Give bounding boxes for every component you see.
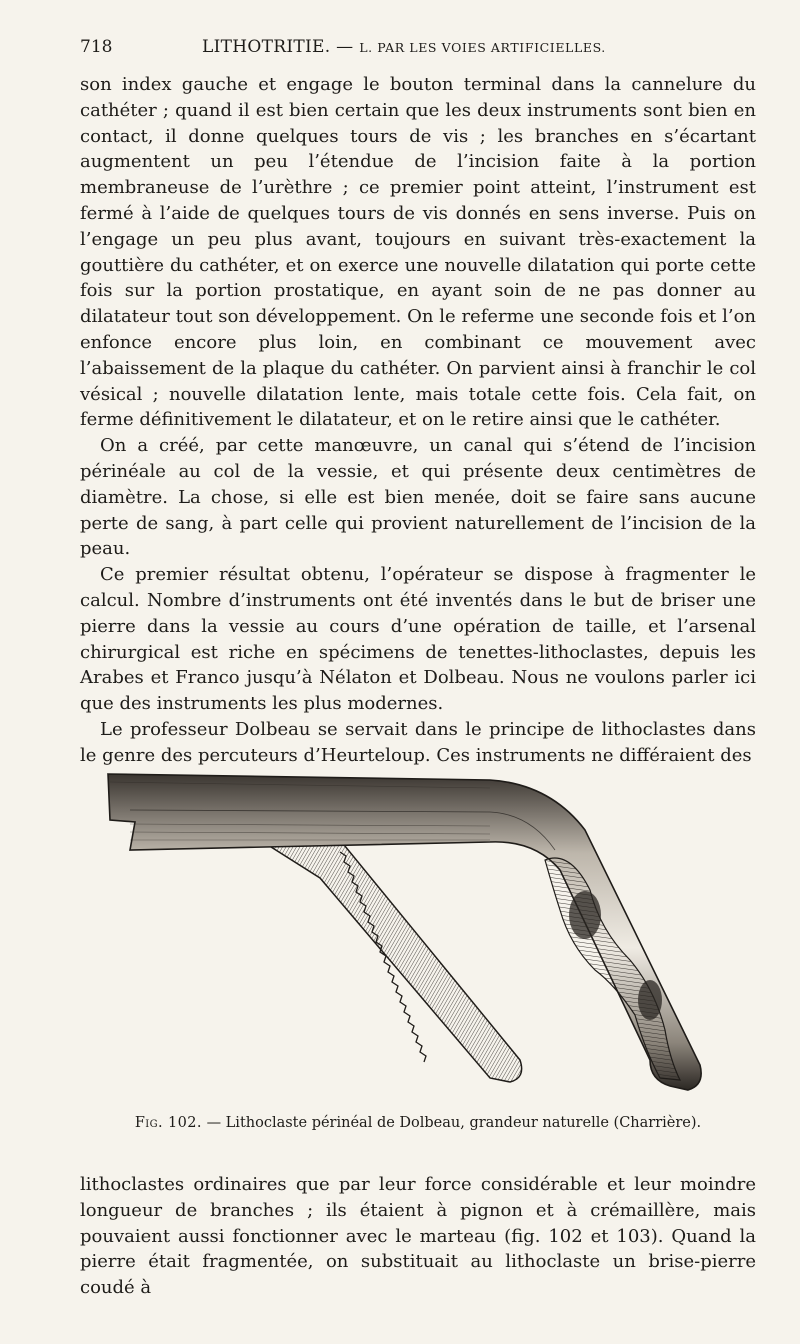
body-text-top: [80, 72, 756, 769]
paragraph: Le professeur Dolbeau se servait dans le principe de lithoclastes dans le genre des percuteurs d’Heurteloup. Ces instruments ne différaient des: [80, 718, 756, 766]
paragraph: Ce premier résultat obtenu, l’opérateur se dispose à fragmenter le calcul. Nombre d’instruments ont été inventés dans le but de briser une pierre dans la vessie au cours d’une opération de taille, et l’arsenal chirurgical est riche en spécimens de tenettes-lithoclastes, depuis les Arabes et Franco jusqu’à Nélaton et Dolbeau. Nous ne voulons parler ici que des instruments les plus modernes.: [80, 564, 756, 715]
body-text-bottom: [80, 1172, 756, 1301]
running-title: LITHOTRITIE.: [202, 37, 331, 57]
paragraph-continued: son index gauche et engage le bouton terminal dans la cannelure du cathéter ; quand il est bien certain que les deux instruments sont bien en contact, il donne quelques tours de vis ; les branches en s’écartant augmentent un peu l’étendue de l’incision faite à la portion membraneuse de l’urèthre ; ce premier point atteint, l’instrument est fermé à l’aide de quelques tours de vis donnés en sens inverse. Puis on l’engage un peu plus avant, toujours en suivant très-exactement la gouttière du cathéter, et on exerce une nouvelle dilatation qui porte cette fois sur la portion prostatique, en ayant soin de ne pas donner au dilatateur tout son développement. On le referme une seconde fois et l’on enfonce encore plus loin, en combinant ce mouvement avec l’abaissement de la plaque du cathéter. On parvient ainsi à franchir le col vésical ; nouvelle dilatation lente, mais totale cette fois. Cela fait, on ferme définitivement le dilatateur, et on le retire ainsi que le cathéter.: [80, 74, 756, 431]
paragraph: On a créé, par cette manœuvre, un canal qui s’étend de l’incision périnéale au col de la vessie, et qui présente deux centimètres de diamètre. La chose, si elle est bien menée, doit se faire sans aucune perte de sang, à part celle qui provient naturellement de l’incision de la peau.: [80, 435, 756, 560]
caption-text: Lithoclaste périnéal de Dolbeau, grandeur naturelle (Charrière).: [225, 1115, 702, 1131]
paragraph-continued: lithoclastes ordinaires que par leur force considérable et leur moindre longueur de branches ; ils étaient à pignon et à crémaillère, mais pouvaient aussi fonctionner avec le marteau (fig. 102 et 103). Quand la pierre était fragmentée, on substituait au lithoclaste un brise-pierre coudé à: [80, 1174, 756, 1299]
figure-lithoclast: [90, 760, 740, 1105]
lithoclast-engraving: [90, 760, 740, 1105]
page-header: [80, 34, 760, 60]
figure-caption: [80, 1113, 756, 1133]
running-separator: —: [336, 37, 354, 57]
caption-separator: —: [206, 1115, 222, 1131]
running-head: [202, 34, 606, 61]
lower-jaw: [260, 840, 522, 1082]
running-subtitle: L. PAR LES VOIES ARTIFICIELLES.: [359, 40, 606, 55]
figure-label: Fig. 102.: [134, 1115, 202, 1131]
page-number: 718: [80, 37, 113, 57]
